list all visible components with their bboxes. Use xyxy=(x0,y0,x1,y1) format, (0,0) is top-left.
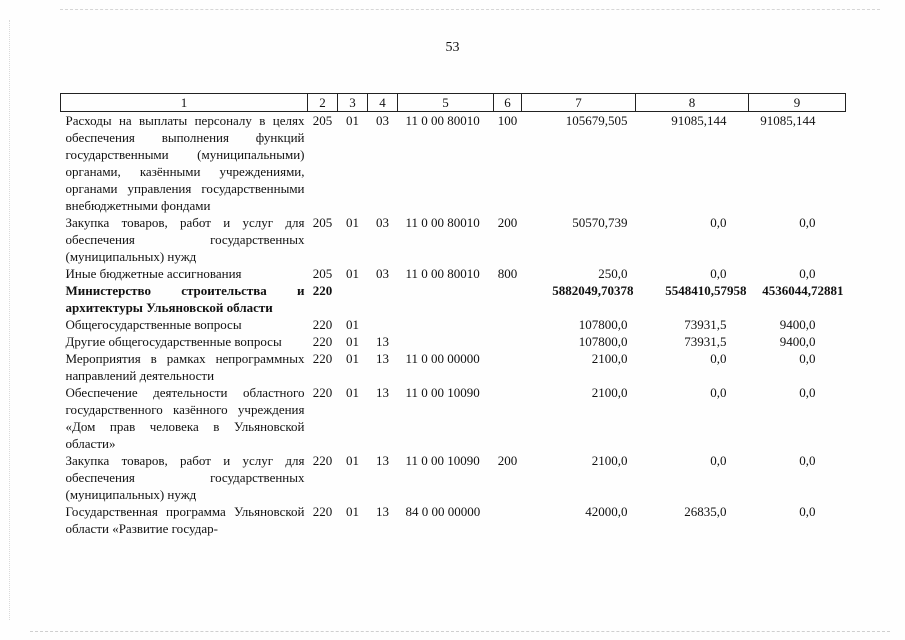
row-amount-col7: 42000,0 xyxy=(585,504,628,519)
row-code-target: 84 0 00 00000 xyxy=(405,504,481,519)
row-amount-col8: 91085,144 xyxy=(671,113,727,128)
row-amount-col7: 107800,0 xyxy=(578,317,628,332)
table-row xyxy=(61,265,846,282)
row-name: Другие общегосударственные вопросы xyxy=(65,334,282,349)
header-col-5: 5 xyxy=(398,94,494,112)
row-name: Закупка товаров, работ и услуг для обеспечения государственных (муниципальных) нужд xyxy=(65,215,305,264)
row-name: Закупка товаров, работ и услуг для обеспечения государственных (муниципальных) нужд xyxy=(65,453,305,502)
row-code-subsection: 03 xyxy=(376,266,389,281)
scan-edge-left xyxy=(9,20,10,620)
row-amount-col8: 0,0 xyxy=(710,266,727,281)
row-code-section: 01 xyxy=(346,504,359,519)
header-col-4: 4 xyxy=(368,94,398,112)
table-row xyxy=(61,503,846,537)
row-code-target xyxy=(398,316,494,333)
row-code-section: 01 xyxy=(346,453,359,468)
header-col-3: 3 xyxy=(338,94,368,112)
row-amount-col7: 2100,0 xyxy=(591,453,628,468)
row-code-target xyxy=(398,333,494,350)
row-code-ministry: 220 xyxy=(312,334,333,349)
row-code-ministry: 205 xyxy=(312,215,333,230)
row-amount-col7: 105679,505 xyxy=(565,113,628,128)
row-code-expense-type: 200 xyxy=(497,453,518,468)
row-code-target: 11 0 00 00000 xyxy=(405,351,480,366)
row-name: Обеспечение деятельности областного государственного казённого учреждения «Дом прав человека в Ульяновской области» xyxy=(65,385,305,451)
row-name: Мероприятия в рамках непрограммных направлений деятельности xyxy=(65,351,305,383)
row-amount-col7: 250,0 xyxy=(598,266,628,281)
row-code-section: 01 xyxy=(346,385,359,400)
table-row xyxy=(61,112,846,215)
row-code-target: 11 0 00 80010 xyxy=(405,113,480,128)
row-amount-col9: 0,0 xyxy=(799,453,816,468)
row-amount-col8: 0,0 xyxy=(710,385,727,400)
row-code-section: 01 xyxy=(346,113,359,128)
row-code-section: 01 xyxy=(346,351,359,366)
table-row xyxy=(61,384,846,452)
row-code-ministry: 220 xyxy=(312,317,333,332)
row-code-subsection: 13 xyxy=(376,385,389,400)
row-code-subsection: 13 xyxy=(376,334,389,349)
row-amount-col8: 73931,5 xyxy=(684,317,727,332)
row-code-ministry: 220 xyxy=(312,453,333,468)
row-amount-col7: 2100,0 xyxy=(591,351,628,366)
header-col-1: 1 xyxy=(61,94,308,112)
row-amount-col8: 0,0 xyxy=(710,215,727,230)
row-code-subsection: 13 xyxy=(376,504,389,519)
row-amount-col8: 0,0 xyxy=(710,453,727,468)
header-row xyxy=(61,94,846,112)
row-name: Иные бюджетные ассигнования xyxy=(65,266,242,281)
row-name: Общегосударственные вопросы xyxy=(65,317,242,332)
table-row xyxy=(61,333,846,350)
row-amount-col8: 0,0 xyxy=(710,351,727,366)
row-amount-col8: 5548410,57958 xyxy=(665,283,747,298)
row-code-ministry: 220 xyxy=(312,283,333,298)
row-code-target: 11 0 00 10090 xyxy=(405,453,480,468)
row-code-expense-type: 100 xyxy=(497,113,518,128)
table-row xyxy=(61,350,846,384)
row-code-expense-type xyxy=(494,333,522,350)
row-code-subsection: 13 xyxy=(376,453,389,468)
row-amount-col9: 0,0 xyxy=(799,351,816,366)
row-name: Министерство строительства и архитектуры Ульяновской области xyxy=(65,283,305,315)
row-code-expense-type: 200 xyxy=(497,215,518,230)
row-amount-col9: 0,0 xyxy=(799,266,816,281)
row-code-subsection xyxy=(368,316,398,333)
row-amount-col9: 0,0 xyxy=(799,385,816,400)
row-name: Государственная программа Ульяновской области «Развитие государ- xyxy=(65,504,305,536)
row-amount-col9: 9400,0 xyxy=(779,317,816,332)
row-code-target: 11 0 00 80010 xyxy=(405,215,480,230)
row-code-expense-type xyxy=(494,282,522,316)
row-amount-col8: 73931,5 xyxy=(684,334,727,349)
table-row-ministry-total xyxy=(61,282,846,316)
row-code-section: 01 xyxy=(346,317,359,332)
table-row xyxy=(61,452,846,503)
scan-edge-top xyxy=(60,9,880,10)
row-code-expense-type xyxy=(494,384,522,452)
row-code-target: 11 0 00 80010 xyxy=(405,266,480,281)
row-code-target: 11 0 00 10090 xyxy=(405,385,480,400)
row-amount-col9: 9400,0 xyxy=(779,334,816,349)
row-amount-col7: 107800,0 xyxy=(578,334,628,349)
header-col-6: 6 xyxy=(494,94,522,112)
header-col-2: 2 xyxy=(308,94,338,112)
row-code-ministry: 220 xyxy=(312,385,333,400)
row-code-section: 01 xyxy=(346,266,359,281)
row-amount-col7: 50570,739 xyxy=(572,215,628,230)
row-code-expense-type: 800 xyxy=(497,266,518,281)
header-col-8: 8 xyxy=(636,94,749,112)
row-code-target xyxy=(398,282,494,316)
row-code-ministry: 205 xyxy=(312,266,333,281)
row-code-subsection: 03 xyxy=(376,215,389,230)
row-code-section: 01 xyxy=(346,334,359,349)
row-code-expense-type xyxy=(494,503,522,537)
table-row xyxy=(61,316,846,333)
header-col-7: 7 xyxy=(522,94,636,112)
row-code-ministry: 220 xyxy=(312,351,333,366)
row-amount-col9: 4536044,72881 xyxy=(762,283,844,298)
row-code-expense-type xyxy=(494,316,522,333)
row-amount-col7: 2100,0 xyxy=(591,385,628,400)
row-amount-col9: 91085,144 xyxy=(760,113,816,128)
row-amount-col9: 0,0 xyxy=(799,504,816,519)
scan-edge-bottom xyxy=(30,631,890,632)
table-row xyxy=(61,214,846,265)
row-code-ministry: 205 xyxy=(312,113,333,128)
row-code-expense-type xyxy=(494,350,522,384)
row-code-ministry: 220 xyxy=(312,504,333,519)
row-amount-col7: 5882049,70378 xyxy=(552,283,634,298)
row-amount-col8: 26835,0 xyxy=(684,504,727,519)
row-code-section xyxy=(338,282,368,316)
budget-table xyxy=(60,93,846,537)
page-number: 53 xyxy=(445,40,460,55)
row-code-subsection xyxy=(368,282,398,316)
row-amount-col9: 0,0 xyxy=(799,215,816,230)
row-code-section: 01 xyxy=(346,215,359,230)
header-col-9: 9 xyxy=(749,94,846,112)
row-name: Расходы на выплаты персоналу в целях обеспечения выполнения функций государственными (муниципальными) органами, казёнными учреждениями, органами управления государственными внебюджетными фондами xyxy=(65,113,305,213)
row-code-subsection: 13 xyxy=(376,351,389,366)
row-code-subsection: 03 xyxy=(376,113,389,128)
